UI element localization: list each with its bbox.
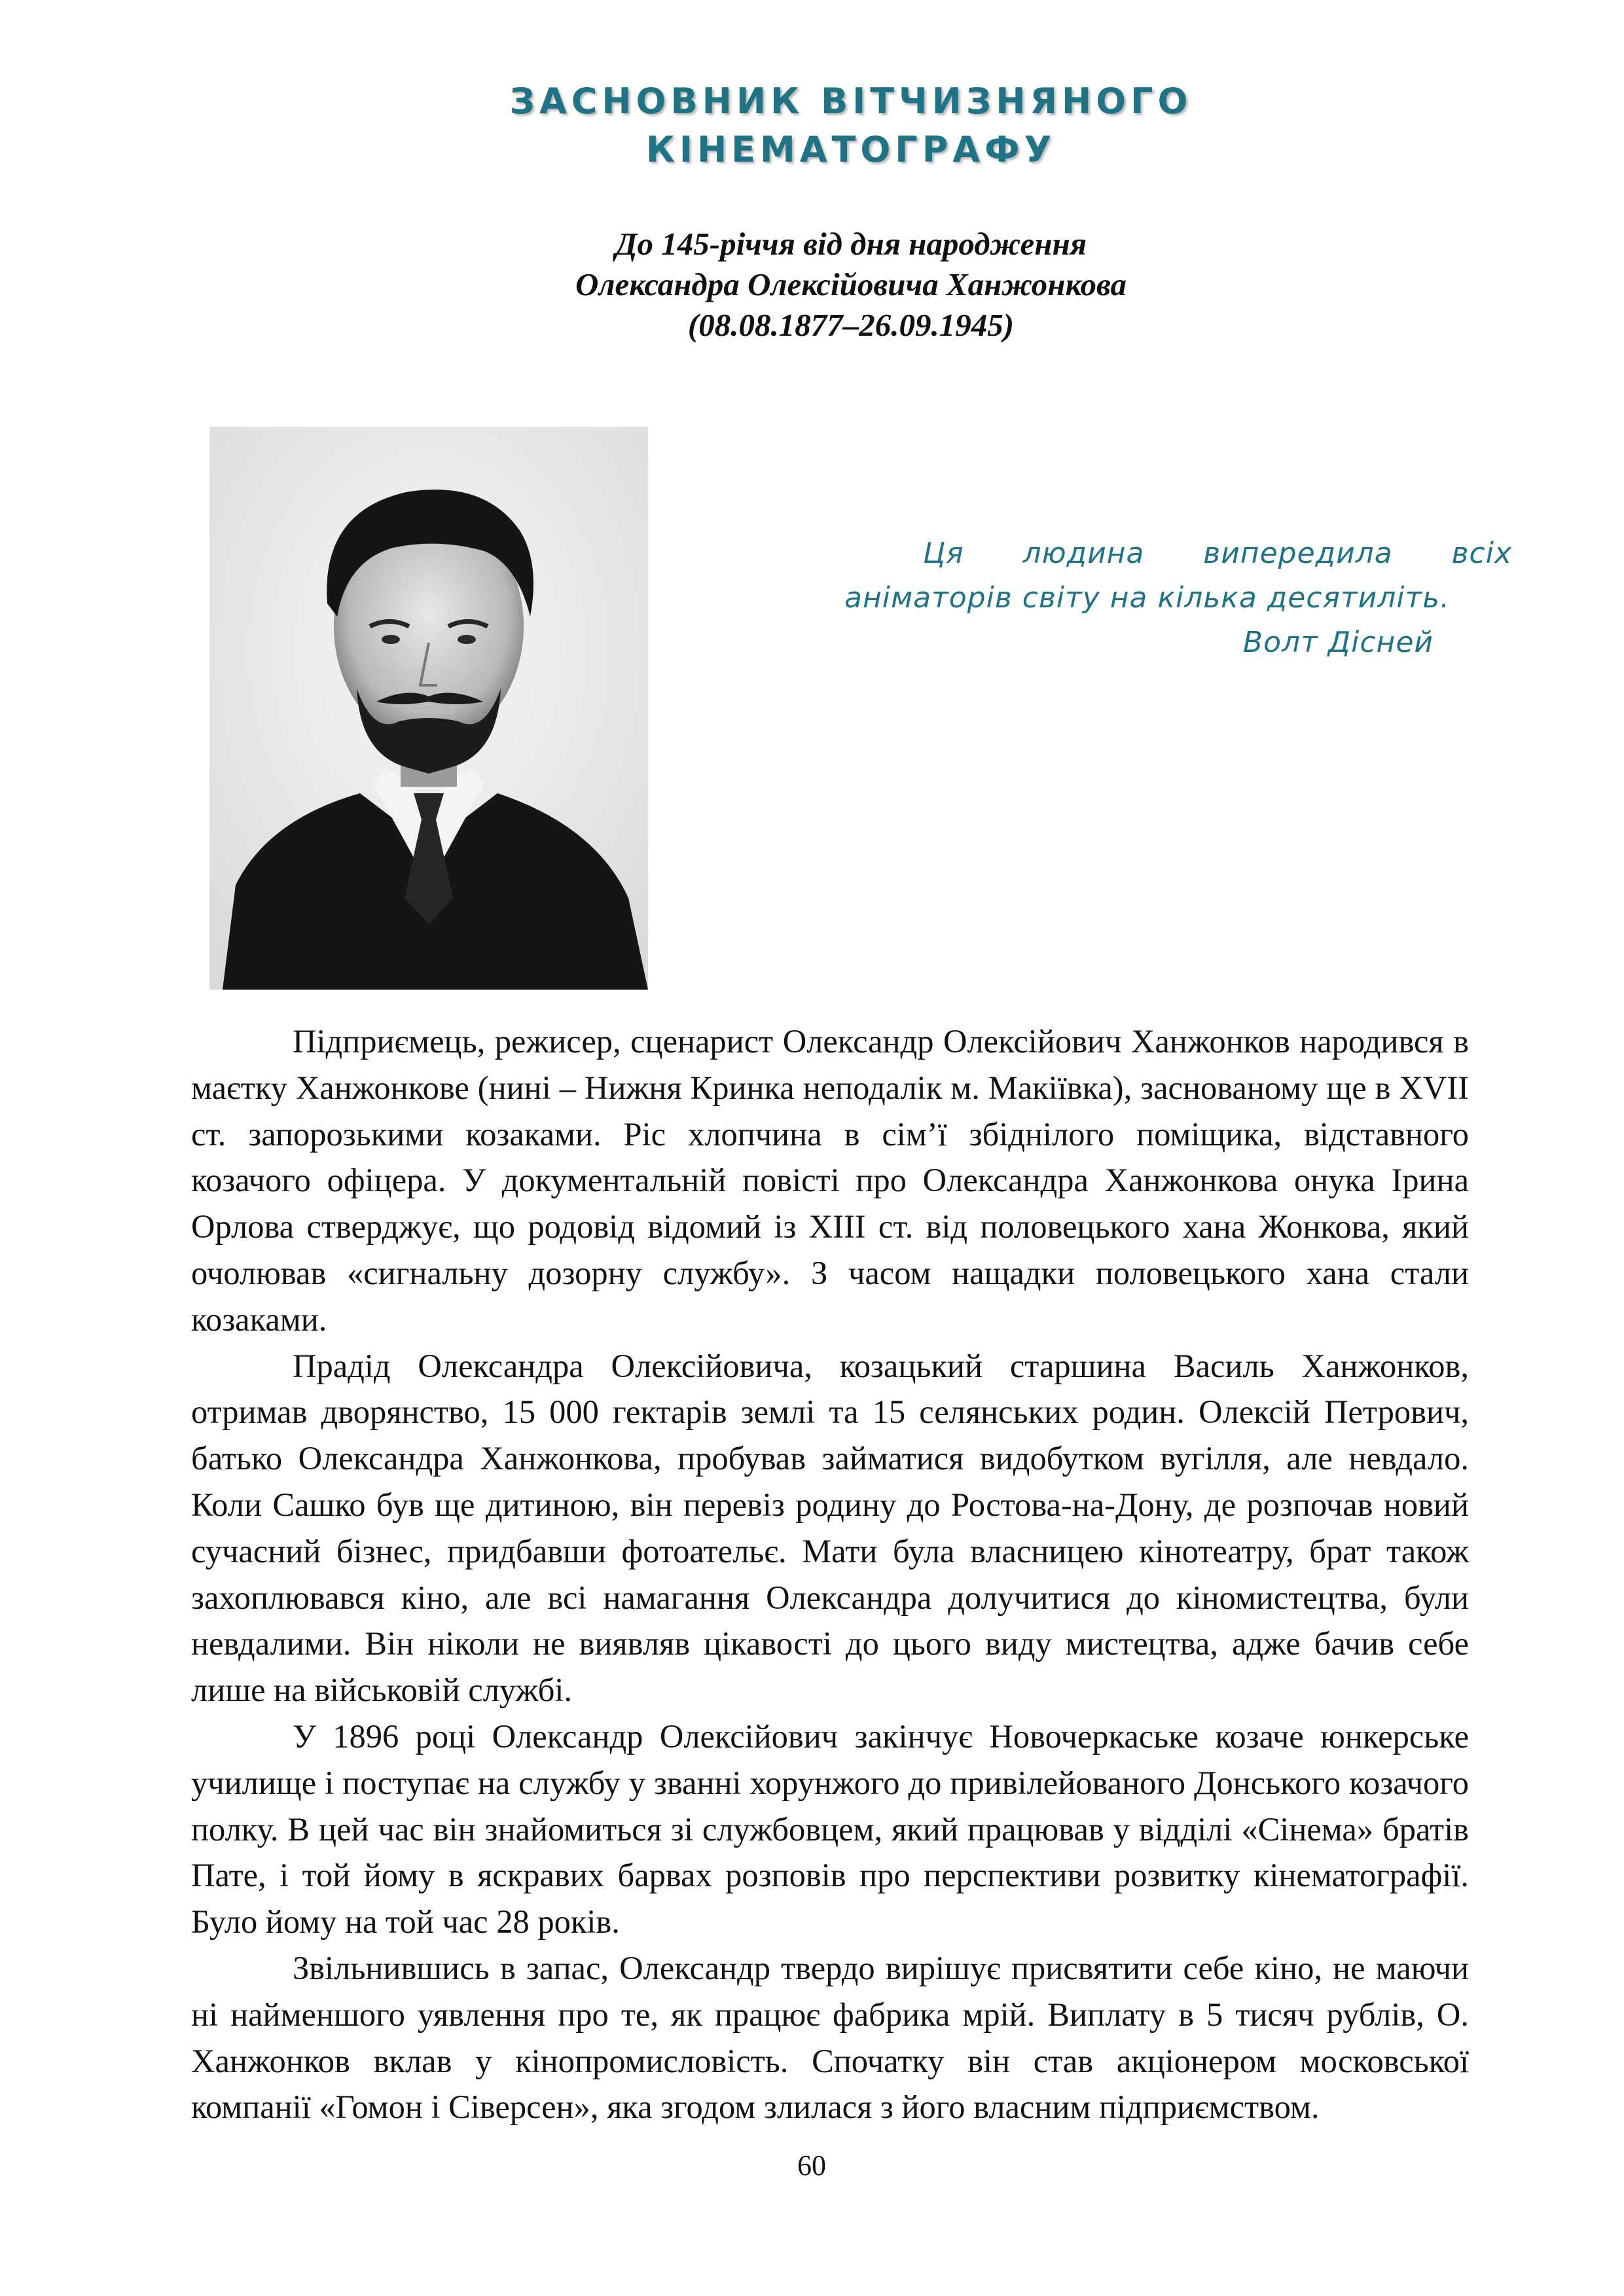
portrait-photo xyxy=(209,427,648,990)
epigraph-word: випередила xyxy=(1203,537,1393,570)
epigraph-author: Волт Дісней xyxy=(1242,626,1434,659)
body-paragraph: Підприємець, режисер, сценарист Олександр Олексійович Ханжонков народився в маєтку Ханжонкове (нині – Нижня Кринка неподалік м. Макіївка), заснованому ще в XVII ст. запорозькими козаками. Ріс хлопчина в сім’ї збіднілого поміщика, відставного козачого офіцера. У документальній повісті про Олександра Ханжонкова онука Ірина Орлова стверджує, що родовід відомий із XIII ст. від половецького хана Жонкова, який очолював «сигнальну дозорну службу». З часом нащадки половецького хана стали козаками. xyxy=(191,1023,1469,1338)
article-subtitle xyxy=(393,224,1309,346)
body-paragraph: Звільнившись в запас, Олександр твердо вирішує присвятити себе кіно, не маючи ні найменшого уявлення про те, як працює фабрика мрій. Виплату в 5 тисяч рублів, О. Ханжонков вклав у кінопромисловість. Спочатку він став акціонером московської компанії «Гомон і Сіверсен», яка згодом злилася з його власним підприємством. xyxy=(191,1949,1469,2126)
epigraph-line-1 xyxy=(844,531,1512,576)
page-number: 60 xyxy=(797,2149,826,2181)
subtitle-line-2: Олександра Олексійовича Ханжонкова xyxy=(575,266,1127,302)
epigraph-word: Ця xyxy=(923,537,964,570)
epigraph-word: всіх xyxy=(1451,537,1512,570)
article-title xyxy=(458,77,1244,174)
title-line-2: КІНЕМАТОГРАФУ xyxy=(645,129,1056,170)
epigraph-line-2: аніматорів світу на кілька десятиліть. xyxy=(844,581,1451,615)
subtitle-dates: (08.08.1877–26.09.1945) xyxy=(687,307,1015,343)
subtitle-line-1: До 145-річчя від дня народження xyxy=(615,226,1087,262)
epigraph-word: людина xyxy=(1022,537,1145,570)
epigraph-quote xyxy=(844,531,1512,665)
title-line-1: ЗАСНОВНИК ВІТЧИЗНЯНОГО xyxy=(509,81,1193,122)
body-paragraph: У 1896 році Олександр Олексійович закінчує Новочеркаське козаче юнкерське училище і поступає на службу у званні хорунжого до привілейованого Донського козачого полку. В цей час він знайомиться зі службовцем, який працював у відділі «Сінема» братів Пате, і той йому в яскравих барвах розповів про перспективи розвитку кінематографії. Було йому на той час 28 років. xyxy=(191,1717,1469,1941)
article-body xyxy=(191,1018,1469,2130)
body-paragraph: Прадід Олександра Олексійовича, козацький старшина Василь Ханжонков, отримав дворянство, 15 000 гектарів землі та 15 селянських родин. Олексій Петрович, батько Олександра Ханжонкова, пробував займатися видобутком вугілля, але невдало. Коли Сашко був ще дитиною, він перевіз родину до Ростова-на-Дону, де розпочав новий сучасний бізнес, придбавши фотоательє. Мати була власницею кінотеатру, брат також захоплювався кіно, але всі намагання Олександра долучитися до кіномистецтва, були невдалими. Він ніколи не виявляв цікавості до цього виду мистецтва, адже бачив себе лише на військовій службі. xyxy=(191,1347,1469,1709)
